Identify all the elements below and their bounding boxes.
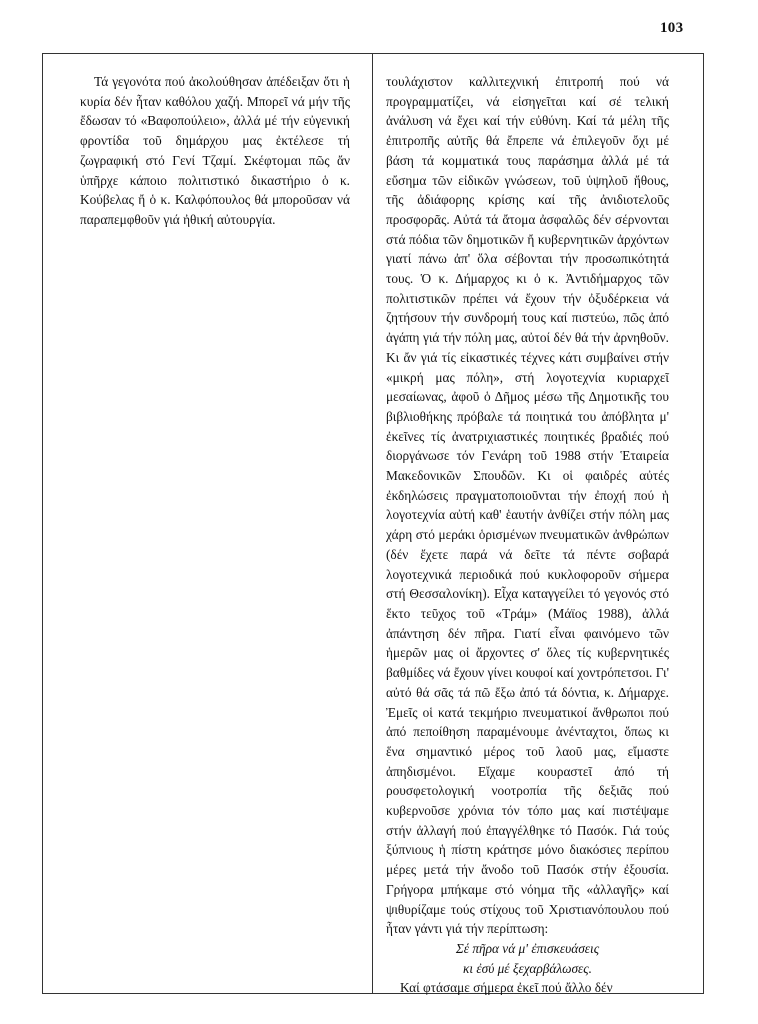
- column-divider: [372, 53, 373, 994]
- verse-line: κι ἐσύ μέ ξεχαρβάλωσες.: [463, 960, 592, 976]
- page-number: 103: [660, 20, 684, 36]
- closing-line: Καί φτάσαμε σήμερα ἐκεῖ πού ἄλλο δέν: [400, 980, 613, 996]
- left-column: [80, 72, 350, 230]
- verse-line: Σέ πῆρα νά μ' ἐπισκευάσεις: [455, 940, 600, 956]
- paragraph: τουλάχιστον καλλιτεχνική ἐπιτροπή πού νά προγραμματίζει, νά εἰσηγεῖται καί σέ τελική ἀνάλυση νά ἔχει καί τήν εὐθύνη. Καί τά μέλη τῆς ἐπιτροπῆς αὐτῆς θά ἔπρεπε νά ἐπιλεγοῦν ὄχι μέ βάση τά κομματικά τους παράσημα ἀλλά μέ τά εὔσημα τῶν εἰδικῶν γνώσεων, τοῦ ὑψηλοῦ ἤθους, τῆς ἀδιάφορης κρίσης καί τῆς ἀνιδιοτελοῦς προσφορᾶς. Αὐτά τά ἄτομα ἀσφαλῶς δέν σέρνονται στά πόδια τῶν δημοτικῶν ἤ κυβερνητικῶν ἀρχόντων γιατί πάνω ἀπ' ὅλα σέβονται τήν προσωπικότητά τους. Ὁ κ. Δήμαρχος κι ὁ κ. Ἀντιδήμαρχος τῶν πολιτιστικῶν πρέπει νά ἔχουν τήν ὀξυδέρκεια νά ζητήσουν τήν συνδρομή τους καί πιστεύω, πῶς ἀπό ἀγάπη γιά τήν πόλη μας, αὐτοί δέν θά τήν ἀρνηθοῦν. Κι ἄν γιά τίς εἰκαστικές τέχνες κάτι συμβαίνει στήν «μικρή μας πόλη», στή λογοτεχνία κυριαρχεῖ μεσαίωνας, ἀφοῦ ὁ Δῆμος μέσω τῆς Δημοτικῆς του βιβλιοθήκης πρόβαλε τά ποιητικά του ἀπόβλητα μ' ἐκεῖνες τίς ἀνατριχιαστικές ποιητικές βραδιές πού διοργάνωσε τόν Γενάρη τοῦ 1988 στήν Ἑταιρεία Μακεδονικῶν Σπουδῶν. Κι οἱ φαιδρές αὐτές ἐκδηλώσεις πραγματοποιοῦνται τήν ἐποχή πού ἡ λογοτεχνία αὐτή καθ' ἑαυτήν ἀνθίζει στήν πόλη μας χάρη στό μεράκι ὁρισμένων πνευματικῶν ἀνθρώπων (δέν ἔχετε παρά νά δεῖτε τά πέντε σοβαρά λογοτεχνικά περιοδικά πού κυκλοφοροῦν σήμερα στή Θεσσαλονίκη). Εἶχα καταγγείλει τό γεγονός στό ἕκτο τεῦχος τοῦ «Τράμ» (Μάϊος 1988), ἀλλά ἀπάντηση δέν πῆρα. Γιατί εἶναι φαινόμενο τῶν ἡμερῶν μας οἱ ἄρχοντες σ' ὅλες τίς κυβερνητικές βαθμίδες νά ἔχουν γίνει κουφοί καί χοντρόπετσοι. Γι' αὐτό θά σᾶς τά πῶ ἔξω ἀπό τά δόντια, κ. Δήμαρχε. Ἐμεῖς οἱ κατά τεκμήριο πνευματικοί ἄνθρωποι πού ἀπό πεποίθηση παραμένουμε ἀνένταχτοι, ὅπως κι ἕνα σημαντικό μέρος τοῦ λαοῦ μας, εἴμαστε ἀπηδισμένοι. Εἴχαμε κουραστεῖ ἀπό τή ρουσφετολογική νοοτροπία τῆς δεξιᾶς πού κυβερνοῦσε χρόνια τόν τόπο μας καί πιστέψαμε στήν ἀλλαγή πού ἐπαγγέλθηκε τό Πασόκ. Γιά τούς ξύπνιους ἡ πίστη κράτησε μόνο διακόσιες περίπου μέρες μετά τήν ἄνοδο τοῦ Πασόκ στήν ἐξουσία. Γρήγορα μπήκαμε στό νόημα τῆς «ἀλλαγῆς» καί ψιθυρίζαμε τούς στίχους τοῦ Χριστιανόπουλου πού ἦταν γάντι γιά τήν περίπτωση:: [386, 74, 669, 937]
- paragraph: Τά γεγονότα πού ἀκολούθησαν ἀπέδειξαν ὅτι ἡ κυρία δέν ἦταν καθόλου χαζή. Μπορεῖ νά μήν τῆς ἔδωσαν τό «Βαφοπούλειο», ἀλλά μέ τήν εὐγενική φροντίδα τοῦ δημάρχου μας ἐκτέλεσε τή ζωγραφική στό Γενί Τζαμί. Σκέφτομαι πῶς ἄν ὑπῆρχε κάποιο πολιτιστικό δικαστήριο ὁ κ. Κούβελας ἤ ὁ κ. Καλφόπουλος θά μποροῦσαν νά παραπεμφθοῦν γιά ἠθική αὐτουργία.: [80, 74, 350, 227]
- right-column: [386, 72, 669, 998]
